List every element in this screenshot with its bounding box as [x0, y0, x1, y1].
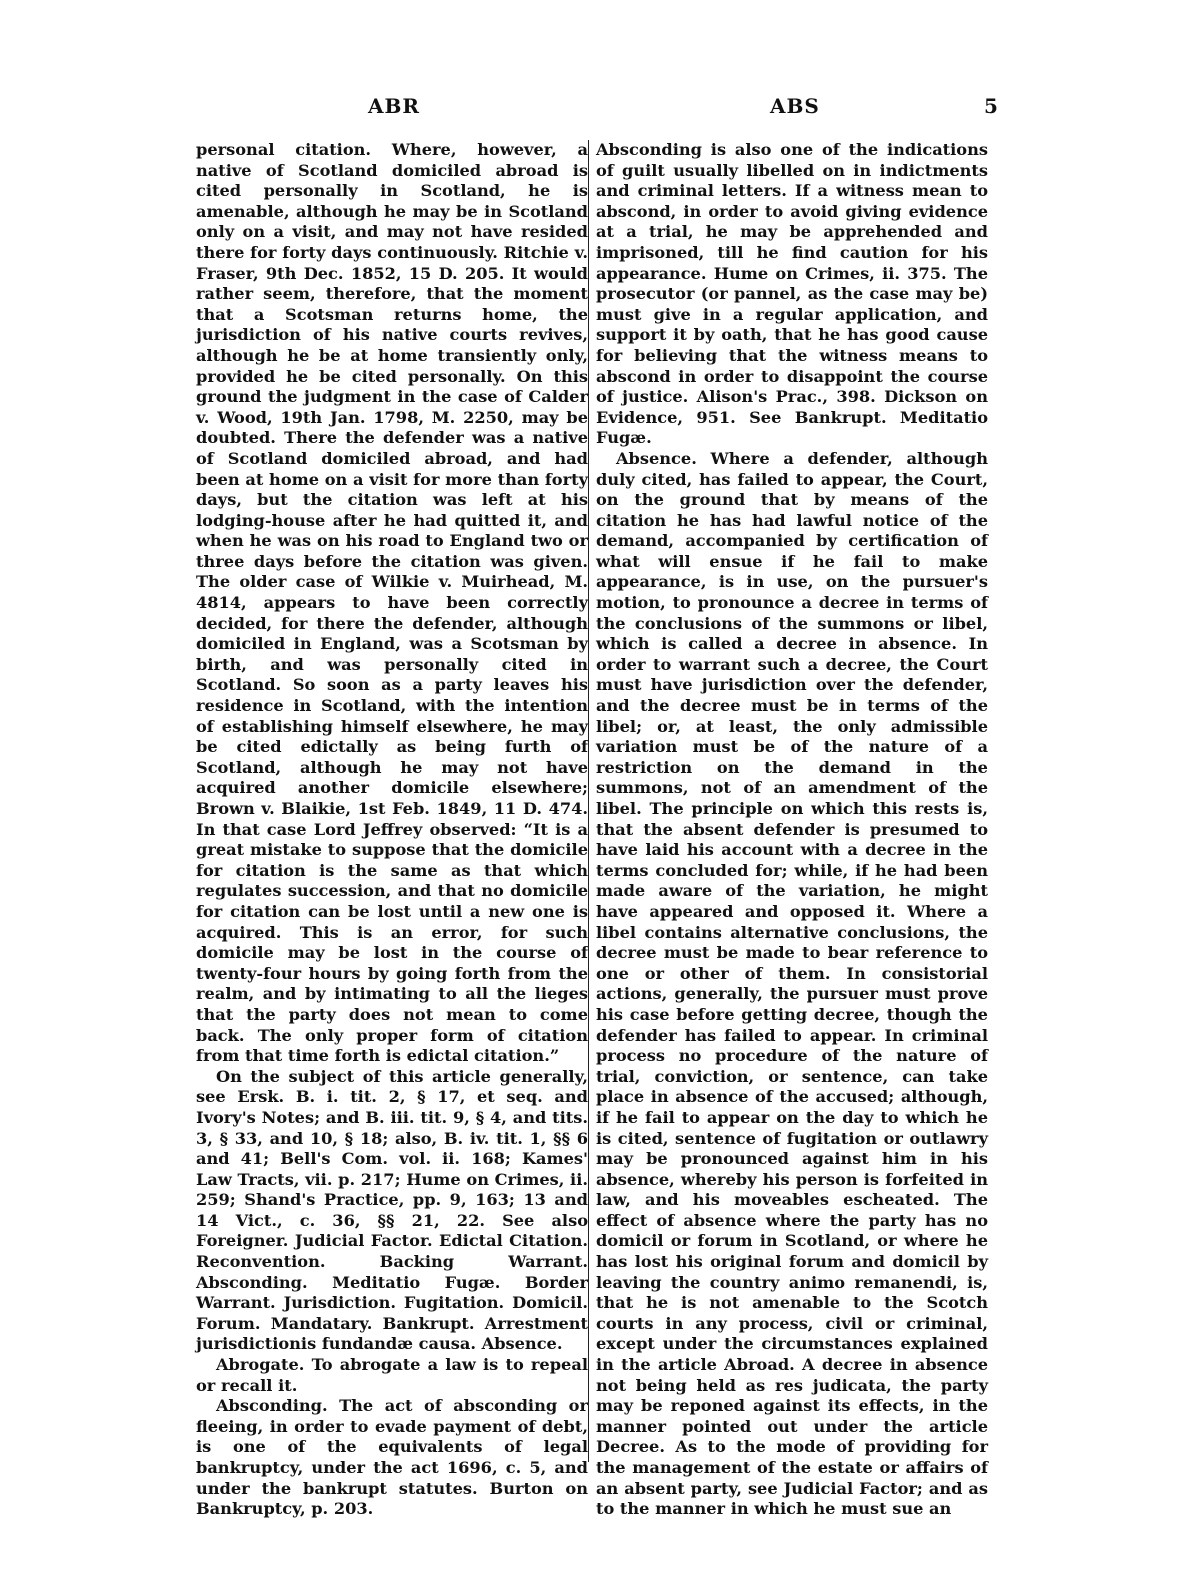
entry-text-absconding: The act of absconding or fleeing, in order to evade payment of debt, is one of the equivalents of legal bankruptcy, under the act 1696, c. 5, and under the bankrupt statutes. Burton on Bankruptcy, p. 203. [196, 1396, 588, 1519]
entry-term-abrogate: Abrogate. [216, 1355, 305, 1375]
entry-abrogate [196, 1355, 588, 1396]
entry-text-absence: Where a defender, although duly cited, has failed to appear, the Court, on the ground that by means of the citation he has had lawful notice of the demand, accompanied by certification of what will ensue if he fail to make appearance, is in use, on the pursuer's motion, to pronounce a decree in terms of the conclusions of the summons or libel, which is called a decree in absence. In order to warrant such a decree, the Court must have jurisdiction over the defender, and the decree must be in terms of the libel; or, at least, the only admissible variation must be of the nature of a restriction on the demand in the summons, not of an amendment of the libel. The principle on which this rests is, that the absent defender is presumed to have laid his account with a decree in the terms concluded for; while, if he had been made aware of the variation, he might have appeared and opposed it. Where a libel contains alternative conclusions, the decree must be made to bear reference to one or other of them. In consistorial actions, generally, the pursuer must prove his case before getting decree, though the defender has failed to appear. In criminal process no procedure of the nature of trial, conviction, or sentence, can take place in absence of the accused; although, if he fail to appear on the day to which he is cited, sentence of fugitation or outlawry may be pronounced against him in his absence, whereby his person is forfeited in law, and his moveables escheated. The effect of absence where the party has no domicil or forum in Scotland, or where he has lost his original forum and domicil by leaving the country animo remanendi, is, that he is not amenable to the Scotch courts in any process, civil or criminal, except under the circumstances explained in the article Abroad. A decree in absence not being held as res judicata, the party may be reponed against its effects, in the manner pointed out under the article Decree. As to the mode of providing for the management of the estate or affairs of an absent party, see Judicial Factor; and as to the manner in which he must sue an [596, 448, 988, 1519]
entry-absence [596, 449, 988, 1520]
running-head-left: ABR [368, 94, 421, 118]
left-column [196, 140, 588, 1520]
right-column [596, 140, 988, 1520]
running-head-right: ABS [770, 94, 820, 118]
entry-term-absconding: Absconding. [216, 1396, 328, 1416]
entry-absconding [196, 1396, 588, 1520]
paragraph-citation-continued: personal citation. Where, however, a native of Scotland domiciled abroad is cited personally in Scotland, he is amenable, although he may be in Scotland only on a visit, and may not have resided there for forty days continuously. Ritchie v. Fraser, 9th Dec. 1852, 15 D. 205. It would rather seem, therefore, that the moment that a Scotsman returns home, the jurisdiction of his native courts revives, although he be at home transiently only, provided he be cited personally. On this ground the judgment in the case of Calder v. Wood, 19th Jan. 1798, M. 2250, may be doubted. There the defender was a native of Scotland domiciled abroad, and had been at home on a visit for more than forty days, but the citation was left at his lodging-house after he had quitted it, and when he was on his road to England two or three days before the citation was given. The older case of Wilkie v. Muirhead, M. 4814, appears to have been correctly decided, for there the defender, although domiciled in England, was a Scotsman by birth, and was personally cited in Scotland. So soon as a party leaves his residence in Scotland, with the intention of establishing himself elsewhere, he may be cited edictally as being furth of Scotland, although he may not have acquired another domicile elsewhere; Brown v. Blaikie, 1st Feb. 1849, 11 D. 474. In that case Lord Jeffrey observed: “It is a great mistake to suppose that the domicile for citation is the same as that which regulates succession, and that no domicile for citation can be lost until a new one is acquired. This is an error, for such domicile may be lost in the course of twenty-four hours by going forth from the realm, and by intimating to all the lieges that the party does not mean to come back. The only proper form of citation from that time forth is edictal citation.” [196, 140, 588, 1066]
page-number: 5 [984, 94, 999, 118]
paragraph-absconding-continued: Absconding is also one of the indications of guilt usually libelled on in indictments and criminal letters. If a witness mean to abscond, in order to avoid giving evidence at a trial, he may be apprehended and imprisoned, till he find caution for his appearance. Hume on Crimes, ii. 375. The prosecutor (or pannel, as the case may be) must give in a regular application, and support it by oath, that he has good cause for believing that the witness means to abscond in order to disappoint the course of justice. Alison's Prac., 398. Dickson on Evidence, 951. See Bankrupt. Meditatio Fugæ. [596, 140, 988, 448]
entry-term-absence: Absence. [616, 448, 697, 468]
column-divider [588, 140, 589, 1462]
entry-text-abrogate: To abrogate a law is to repeal or recall it. [196, 1355, 588, 1395]
paragraph-references: On the subject of this article generally, see Ersk. B. i. tit. 2, § 17, et seq. and Ivory's Notes; and B. iii. tit. 9, § 4, and tits. 3, § 33, and 10, § 18; also, B. iv. tit. 1, §§ 6 and 41; Bell's Com. vol. ii. 168; Kames' Law Tracts, vii. p. 217; Hume on Crimes, ii. 259; Shand's Practice, pp. 9, 163; 13 and 14 Vict., c. 36, §§ 21, 22. See also Foreigner. Judicial Factor. Edictal Citation. Reconvention. Backing Warrant. Absconding. Meditatio Fugæ. Border Warrant. Jurisdiction. Fugitation. Domicil. Forum. Mandatary. Bankrupt. Arrestment jurisdictionis fundandæ causa. Absence. [196, 1066, 588, 1354]
